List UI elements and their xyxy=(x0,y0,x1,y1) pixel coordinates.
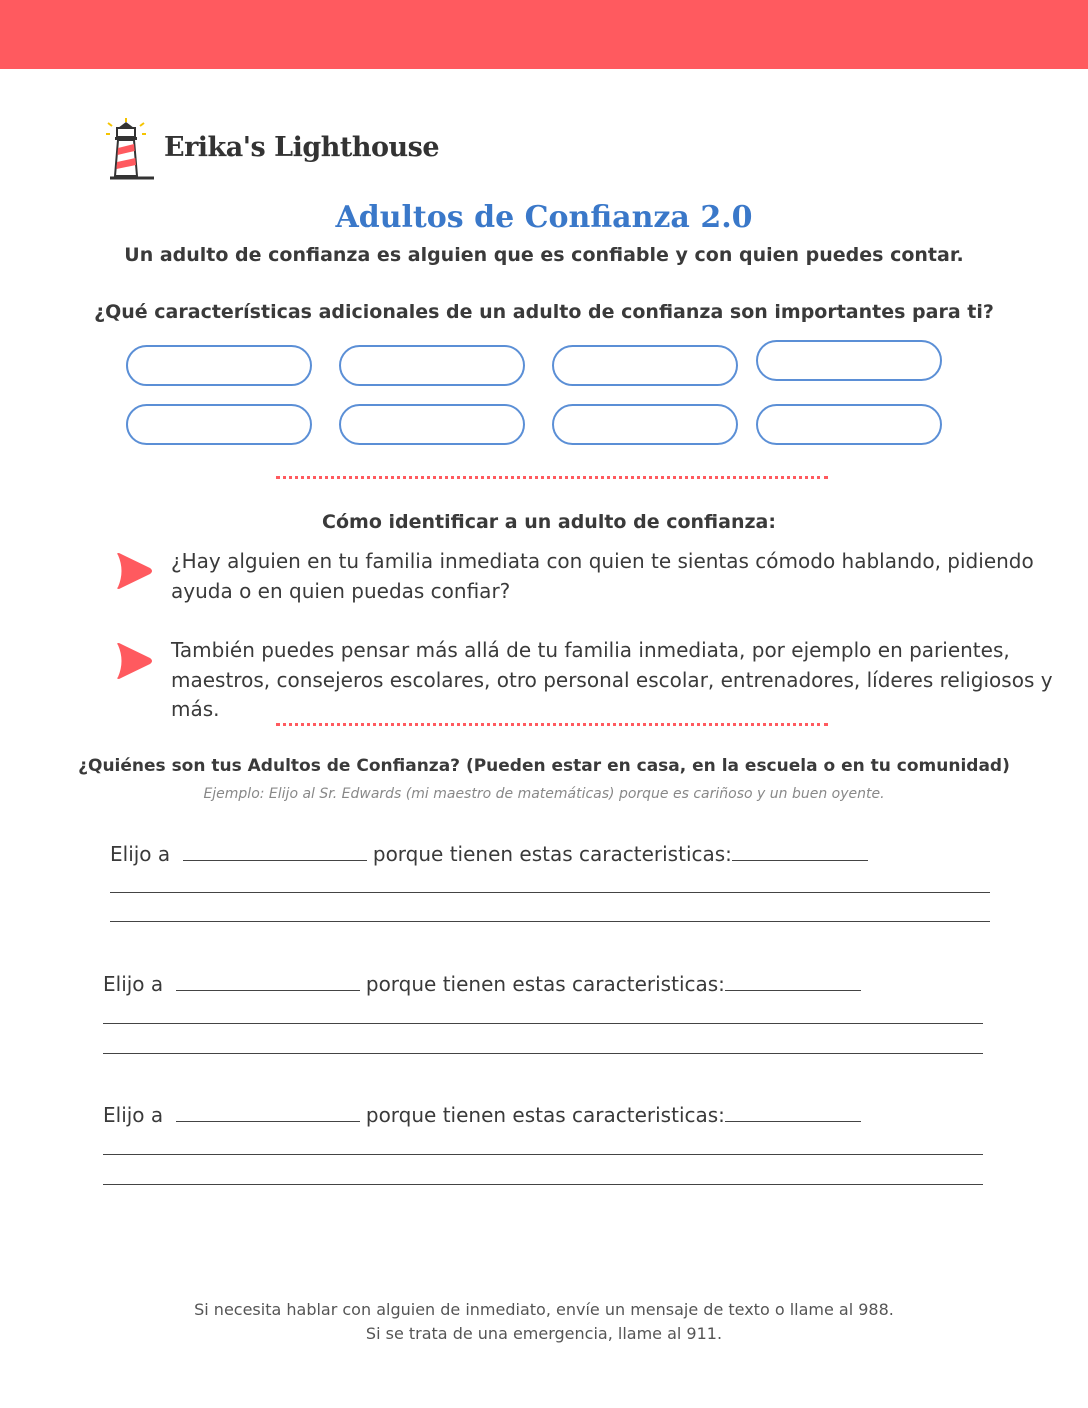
entry-middle: porque tienen estas caracteristicas: xyxy=(372,842,732,866)
adult-name-field[interactable] xyxy=(183,840,367,861)
characteristics-field[interactable] xyxy=(732,840,868,861)
trait-field-1[interactable] xyxy=(126,345,312,386)
trait-field-6[interactable] xyxy=(339,404,525,445)
trait-field-5[interactable] xyxy=(126,404,312,445)
adults-question: ¿Quiénes son tus Adultos de Confianza? (Pueden estar en casa, en la escuela o en tu comunidad) xyxy=(78,756,1010,776)
page-title: Adultos de Confianza 2.0 xyxy=(335,200,753,235)
answer-line[interactable] xyxy=(110,892,990,893)
answer-line[interactable] xyxy=(103,1184,983,1185)
arrow-bullet-icon xyxy=(114,641,154,681)
brand-name: Erika's Lighthouse xyxy=(164,132,440,163)
adult-entry-2 xyxy=(103,970,861,996)
adult-entry-3 xyxy=(103,1101,861,1127)
page-subtitle: Un adulto de confianza es alguien que es confiable y con quien puedes contar. xyxy=(124,244,964,266)
characteristics-field[interactable] xyxy=(725,970,861,991)
trait-field-2[interactable] xyxy=(339,345,525,386)
entry-prefix: Elijo a xyxy=(103,972,164,996)
entry-middle: porque tienen estas caracteristicas: xyxy=(365,972,725,996)
trait-field-4[interactable] xyxy=(756,340,942,381)
answer-line[interactable] xyxy=(103,1023,983,1024)
identify-bullet-2: También puedes pensar más allá de tu familia inmediata, por ejemplo en parientes, maestros, consejeros escolares, otro personal escolar, entrenadores, líderes religiosos y más. xyxy=(171,638,1053,721)
characteristics-field[interactable] xyxy=(725,1101,861,1122)
identify-heading: Cómo identificar a un adulto de confianza: xyxy=(322,511,776,533)
dotted-divider xyxy=(276,723,828,726)
entry-prefix: Elijo a xyxy=(110,842,171,866)
dotted-divider xyxy=(276,476,828,479)
trait-field-8[interactable] xyxy=(756,404,942,445)
entry-prefix: Elijo a xyxy=(103,1103,164,1127)
entry-middle: porque tienen estas caracteristicas: xyxy=(365,1103,725,1127)
answer-line[interactable] xyxy=(103,1154,983,1155)
identify-bullet-1: ¿Hay alguien en tu familia inmediata con quien te sientas cómodo hablando, pidiendo ayuda o en quien puedas confiar? xyxy=(171,549,1034,603)
footer-line-2: Si se trata de una emergencia, llame al 911. xyxy=(365,1324,723,1343)
top-banner xyxy=(0,0,1088,69)
answer-line[interactable] xyxy=(110,921,990,922)
brand-logo xyxy=(106,118,440,184)
trait-field-3[interactable] xyxy=(552,345,738,386)
adult-name-field[interactable] xyxy=(176,970,360,991)
footer-line-1: Si necesita hablar con alguien de inmediato, envíe un mensaje de texto o llame al 988. xyxy=(194,1300,894,1319)
answer-line[interactable] xyxy=(103,1053,983,1054)
trait-field-7[interactable] xyxy=(552,404,738,445)
traits-question: ¿Qué características adicionales de un adulto de confianza son importantes para ti? xyxy=(94,301,994,323)
adult-entry-1 xyxy=(110,840,868,866)
adult-name-field[interactable] xyxy=(176,1101,360,1122)
lighthouse-icon xyxy=(106,118,162,184)
arrow-bullet-icon xyxy=(114,551,154,591)
adults-example: Ejemplo: Elijo al Sr. Edwards (mi maestro de matemáticas) porque es cariñoso y un buen oyente. xyxy=(203,786,885,802)
footer-note xyxy=(0,1298,1088,1346)
